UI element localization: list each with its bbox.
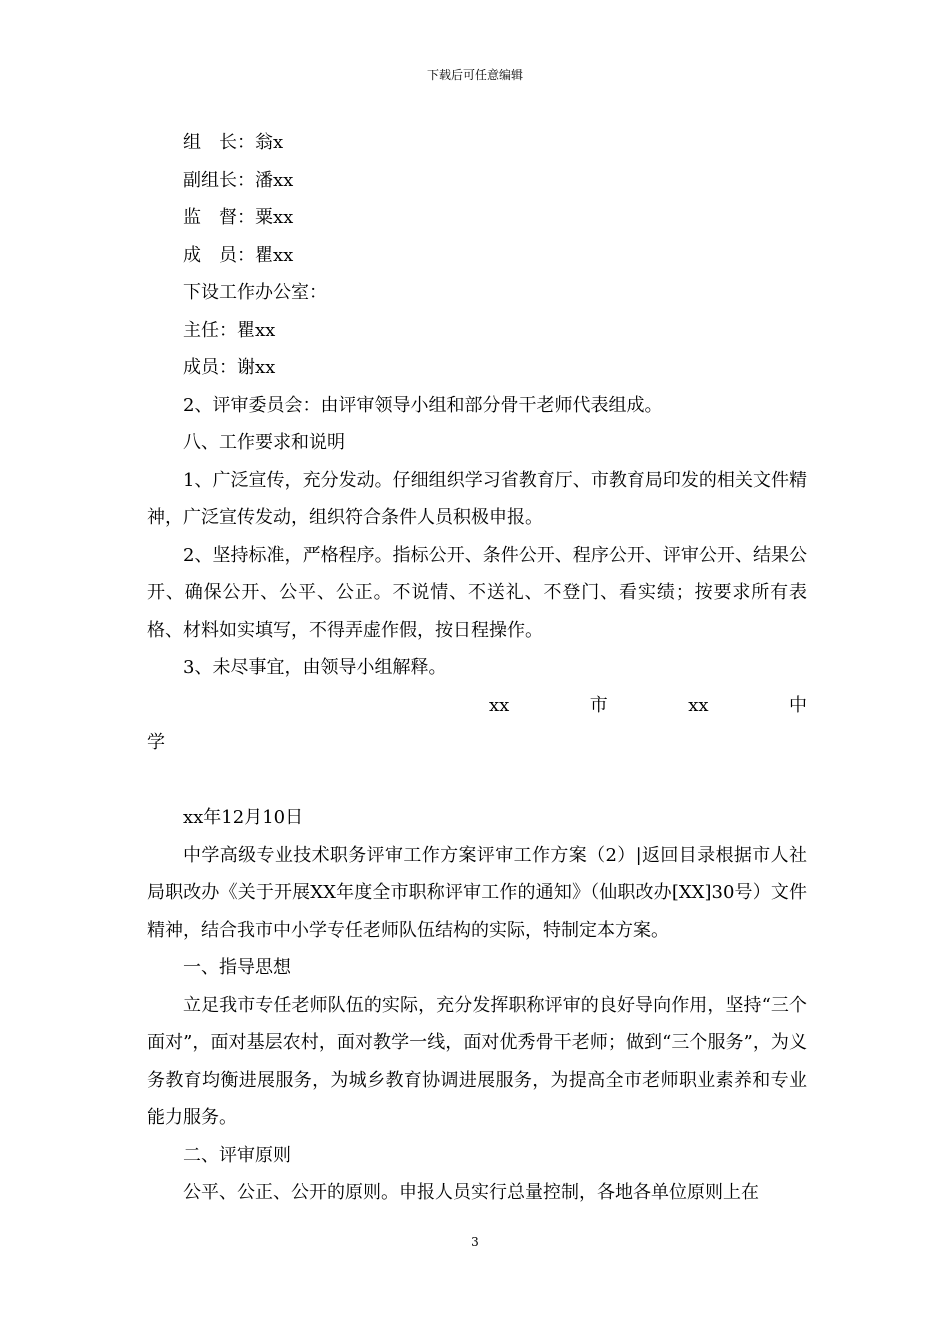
- member-leader: [147, 124, 807, 162]
- page-header: 下载后可任意编辑: [426, 68, 523, 82]
- blank-line: [147, 762, 807, 800]
- signature-part: 市: [589, 694, 608, 716]
- office-director: 主任：瞿xx: [183, 319, 276, 341]
- signature-part: xx: [489, 694, 510, 716]
- member-role: 副组长：: [183, 169, 255, 191]
- page-number: 3: [471, 1235, 479, 1249]
- requirement-item-3: 3、未尽事宜，由领导小组解释。: [183, 657, 447, 678]
- signature-part: xx: [688, 694, 709, 716]
- member-supervisor: [147, 199, 807, 237]
- section-heading: 八、工作要求和说明: [183, 432, 345, 453]
- principle-paragraph: 公平、公正、公开的原则。申报人员实行总量控制，各地各单位原则上在: [183, 1182, 759, 1203]
- committee-paragraph: 2、评审委员会：由评审领导小组和部分骨干老师代表组成。: [183, 394, 663, 416]
- office-member: 成员：谢xx: [183, 357, 276, 378]
- guiding-thought-paragraph: 立足我市专任老师队伍的实际，充分发挥职称评审的良好导向作用，坚持“三个面对”，面对基层农村，面对教学一线，面对优秀骨干老师；做到“三个服务”，为义务教育均衡进展服务，为城乡教育协调进展服务，为提高全市老师职业素养和专业能力服务。: [147, 994, 807, 1128]
- member-name: 潘xx: [255, 169, 294, 191]
- member-name: 瞿xx: [255, 244, 294, 266]
- section-heading: 一、指导思想: [183, 957, 291, 978]
- signature-tail: 学: [147, 732, 165, 753]
- member-role: 组 长：: [183, 132, 255, 153]
- signature-date: xx年12月10日: [183, 807, 304, 828]
- signature-organization: [147, 687, 807, 725]
- member-member: [147, 237, 807, 275]
- office-heading: 下设工作办公室：: [183, 282, 327, 303]
- member-role: 监 督：: [183, 207, 255, 228]
- member-name: 粟xx: [255, 207, 294, 228]
- section-heading: 二、评审原则: [183, 1144, 291, 1166]
- document-body: [147, 124, 807, 1212]
- requirement-item-1: 1、广泛宣传，充分发动。仔细组织学习省教育厅、市教育局印发的相关文件精神，广泛宣传发动，组织符合条件人员积极申报。: [147, 469, 807, 528]
- signature-part: 中: [788, 694, 807, 716]
- member-role: 成 员：: [183, 244, 255, 266]
- requirement-item-2: 2、坚持标准，严格程序。指标公开、条件公开、程序公开、评审公开、结果公开、确保公开、公平、公正。不说情、不送礼、不登门、看实绩；按要求所有表格、材料如实填写，不得弄虚作假，按日程操作。: [147, 544, 807, 641]
- plan-intro-paragraph: 中学高级专业技术职务评审工作方案评审工作方案（2）|返回目录根据市人社局职改办《关于开展XX年度全市职称评审工作的通知》（仙职改办[XX]30号）文件精神，结合我市中小学专任老师队伍结构的实际，特制定本方案。: [147, 844, 807, 941]
- member-name: 翁x: [255, 132, 284, 153]
- member-deputy-leader: [147, 162, 807, 200]
